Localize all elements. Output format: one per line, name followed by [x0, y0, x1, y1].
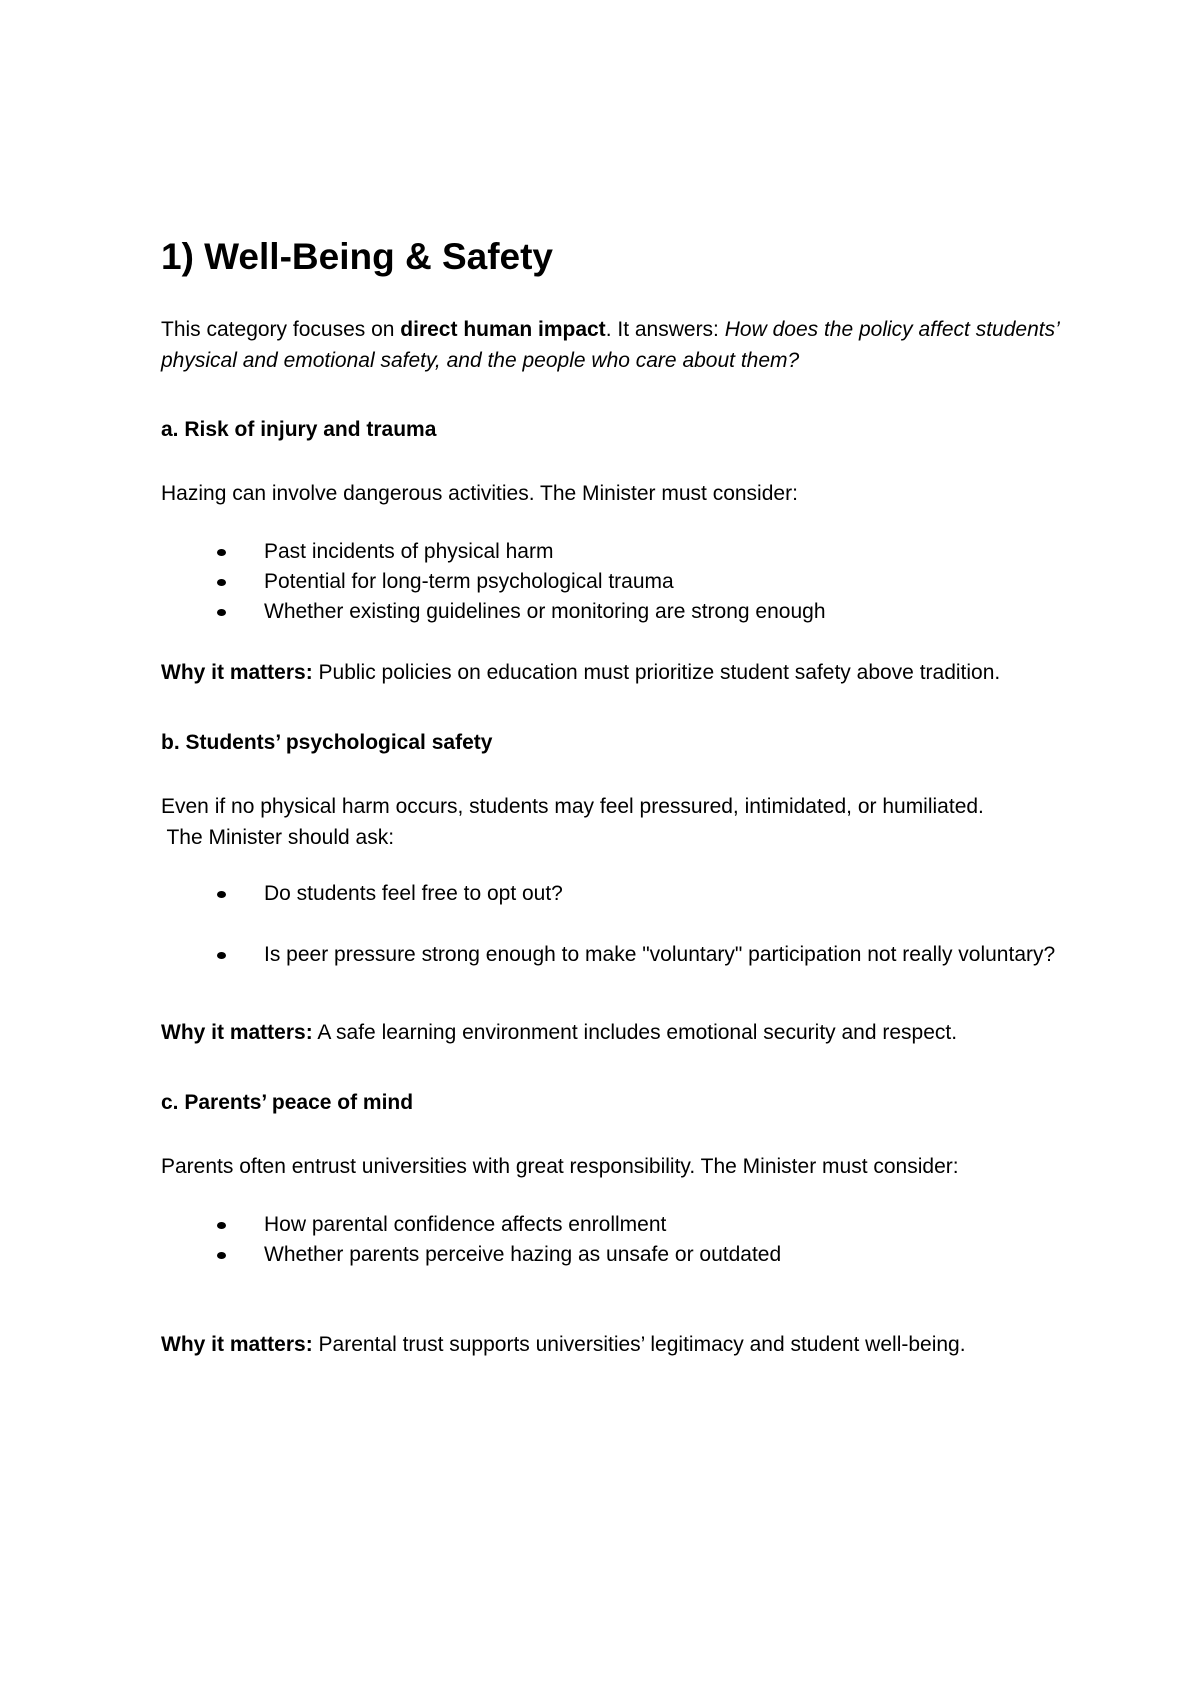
intro-text-middle: . It answers: — [605, 318, 725, 341]
list-item-text: Whether parents perceive hazing as unsafe or outdated — [264, 1243, 782, 1266]
section-c-why — [161, 1329, 1061, 1360]
intro-paragraph — [161, 314, 1061, 376]
list-item — [161, 1240, 1061, 1270]
why-text: A safe learning environment includes emotional security and respect. — [312, 1021, 958, 1044]
why-text: Parental trust supports universities’ legitimacy and student well-being. — [312, 1333, 966, 1356]
list-item — [161, 879, 1061, 909]
bullet-icon — [217, 952, 226, 959]
list-item-text: Do students feel free to opt out? — [264, 882, 563, 905]
section-b-why — [161, 1017, 1061, 1048]
intro-bold: direct human impact — [400, 318, 606, 341]
document-body — [161, 228, 1061, 1399]
intro-italic-question: How does the policy affect students’ physical and emotional safety, and the people who care about them? — [161, 318, 1059, 372]
section-b-heading: b. Students’ psychological safety — [161, 731, 493, 754]
section-b-lead-ask: The Minister should ask: — [161, 826, 395, 849]
bullet-icon — [217, 549, 226, 556]
section-a-heading: a. Risk of injury and trauma — [161, 418, 437, 441]
section-a-why — [161, 657, 1061, 688]
list-item-text: Whether existing guidelines or monitoring are strong enough — [264, 600, 826, 623]
list-item-text: How parental confidence affects enrollment — [264, 1213, 667, 1236]
list-item — [161, 537, 1061, 567]
why-label: Why it matters: — [161, 1021, 313, 1044]
list-item-text: Potential for long-term psychological trauma — [264, 570, 674, 593]
list-item — [161, 567, 1061, 597]
section-b-list — [161, 879, 1061, 970]
list-item-text: Past incidents of physical harm — [264, 540, 554, 563]
why-text: Public policies on education must prioritize student safety above tradition. — [312, 661, 1001, 684]
bullet-icon — [217, 1222, 226, 1229]
bullet-icon — [217, 891, 226, 898]
bullet-icon — [217, 1252, 226, 1259]
list-item — [161, 1210, 1061, 1240]
why-label: Why it matters: — [161, 1333, 313, 1356]
section-c-list — [161, 1210, 1061, 1270]
section-c-heading: c. Parents’ peace of mind — [161, 1091, 414, 1114]
bullet-icon — [217, 579, 226, 586]
why-label: Why it matters: — [161, 661, 313, 684]
list-item — [161, 597, 1061, 627]
section-a-list — [161, 537, 1061, 627]
list-item-text: Is peer pressure strong enough to make "voluntary" participation not really voluntary? — [264, 943, 1056, 966]
section-a-lead: Hazing can involve dangerous activities. The Minister must consider: — [161, 482, 798, 505]
page-title: 1) Well-Being & Safety — [161, 236, 554, 277]
list-item — [161, 940, 1061, 970]
section-c-lead: Parents often entrust universities with great responsibility. The Minister must consider: — [161, 1155, 959, 1178]
section-b-lead: Even if no physical harm occurs, students may feel pressured, intimidated, or humiliated. — [161, 795, 984, 818]
bullet-icon — [217, 609, 226, 616]
intro-text-before: This category focuses on — [161, 318, 401, 341]
